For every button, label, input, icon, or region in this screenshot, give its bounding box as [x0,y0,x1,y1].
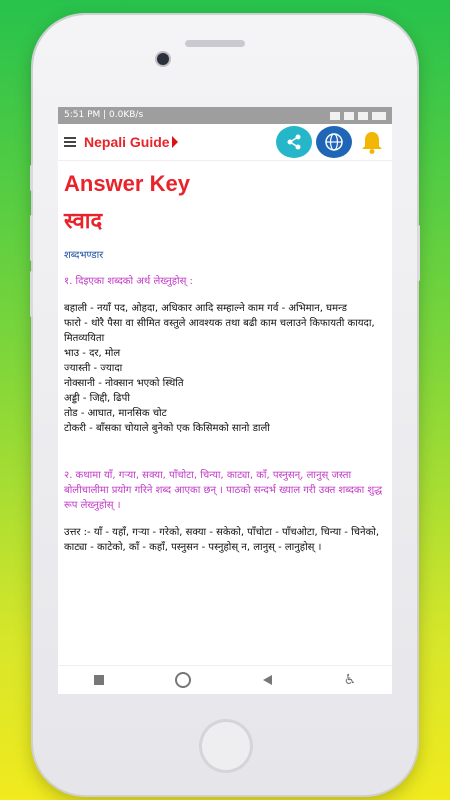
question-2: २. कथामा याँ, गऱ्या, सक्या, पाँचोटा, चिन्या, काट्या, काँ, पस्नुसन्, लानुस् जस्ता बोलीचालीमा प्रयोग गरिने शब्द आएका छन् । पाठको सन्दर्भ ख्याल गरी उक्त शब्दका शुद्ध रूप लेख्नुहोस् । [64,470,383,511]
globe-icon [324,132,344,152]
status-icons [330,107,386,124]
question-1: १. दिइएका शब्दको अर्थ लेख्नुहोस् : [64,276,193,287]
back-icon[interactable] [263,675,272,685]
accessibility-icon[interactable]: ♿ [343,672,357,688]
system-nav-bar [58,665,392,694]
lesson-title: स्वाद [64,209,103,234]
bell-icon [359,129,385,155]
vibrate-icon [330,112,340,120]
answer-line: बहाली - नयाँ पद, ओहदा, अधिकार आदि सम्हाल्ने काम गर्व - अभिमान, घमन्ड [64,303,347,314]
phone-speaker [185,40,245,47]
share-icon [285,133,303,151]
globe-button[interactable] [316,126,352,158]
answer-content [58,161,392,555]
home-icon[interactable] [175,672,191,688]
app-bar [58,124,392,161]
answer-key-heading: Answer Key [64,171,190,196]
share-button[interactable] [276,126,312,158]
phone-power-button [417,225,420,281]
phone-camera [157,53,169,65]
section-label: शब्दभण्डार [64,250,104,261]
menu-icon[interactable] [62,135,80,149]
answer-line: तोड - आघात, मानसिक चोट [64,408,167,419]
answer-line: फारो - थोरै पैसा वा सीमित वस्तुले आवश्यक तथा बढी काम चलाउने किफायती कायदा, मितव्ययिता [64,318,375,344]
app-title: Nepali Guide [84,134,170,150]
battery-icon [372,112,386,120]
signal-icon [344,112,354,120]
app-screen [58,107,392,694]
phone-side-button [30,165,33,191]
answer-line: भाउ - दर, मोल [64,348,121,359]
question-2-answer: उत्तर :- याँ - यहाँ, गऱ्या - गरेको, सक्या - सकेको, पाँचोटा - पाँचओटा, चिन्या - चिनेको, काट्या - काटेको, काँ - कहाँ, पस्नुसन - पस्नुहोस् न, लानुस् - लानुहोस् । [64,527,380,553]
status-bar [58,107,392,124]
answer-line: ज्यास्ती - ज्यादा [64,363,123,374]
phone-volume-up [30,215,33,261]
recent-apps-icon[interactable] [94,675,104,685]
phone-home-button[interactable] [199,719,253,773]
question-1-answers [64,301,386,436]
notification-button[interactable] [356,126,388,158]
flag-icon [172,136,178,148]
wifi-icon [358,112,368,120]
status-time: 5:51 PM | 0.0KB/s [64,110,144,120]
phone-volume-down [30,271,33,317]
answer-line: अड्डी - जिद्दी, ढिपी [64,393,130,404]
answer-line: नोक्सानी - नोक्सान भएको स्थिति [64,378,184,389]
answer-line: टोकरी - बाँसका चोयाले बुनेको एक किसिमको सानो डाली [64,423,270,434]
